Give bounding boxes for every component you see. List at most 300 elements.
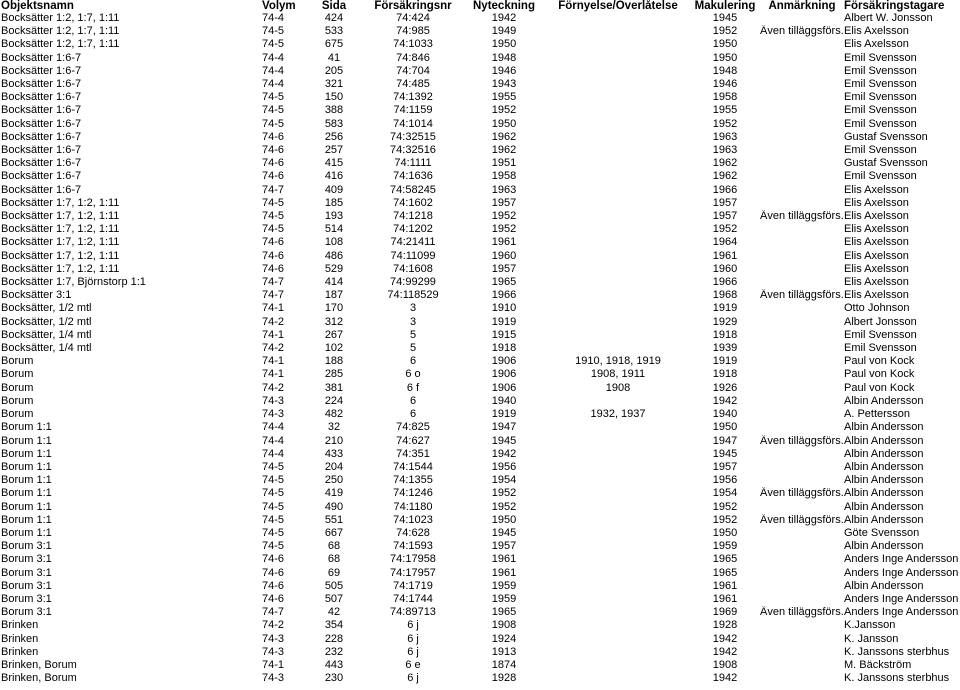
cell-objektsnamn: Brinken, Borum <box>1 672 77 685</box>
cell-sida: 482 <box>324 408 344 421</box>
cell-volym: 74-6 <box>262 579 285 592</box>
cell-fornyelse <box>546 250 690 263</box>
cell-makulering: 1942 <box>712 672 738 685</box>
cell-makulering: 1964 <box>712 236 738 249</box>
cell-nyteckning: 1957 <box>491 262 517 275</box>
cell-fornyelse <box>546 421 690 434</box>
cell-sida: 321 <box>324 78 344 91</box>
cell-nyteckning: 1951 <box>491 157 517 170</box>
table-row <box>0 131 960 144</box>
cell-forsakringsnr: 74:1544 <box>393 460 433 473</box>
cell-makulering: 1948 <box>712 64 738 77</box>
cell-makulering: 1952 <box>712 513 738 526</box>
cell-anmarkning <box>760 250 844 263</box>
cell-volym: 74-4 <box>262 78 285 91</box>
cell-sida: 507 <box>324 592 344 605</box>
cell-fornyelse <box>546 131 690 144</box>
cell-nyteckning: 1940 <box>491 394 517 407</box>
cell-fornyelse: 1910, 1918, 1919 <box>575 355 661 368</box>
cell-makulering: 1950 <box>712 526 738 539</box>
cell-fornyelse <box>546 633 690 646</box>
cell-volym: 74-2 <box>262 381 285 394</box>
cell-makulering: 1950 <box>712 421 738 434</box>
table-row <box>0 355 960 368</box>
cell-sida: 381 <box>324 381 344 394</box>
cell-sida: 185 <box>324 196 344 209</box>
cell-sida: 354 <box>324 619 344 632</box>
cell-forsakringstagare: Emil Svensson <box>844 64 917 77</box>
cell-anmarkning <box>760 276 844 289</box>
cell-anmarkning <box>760 527 844 540</box>
cell-nyteckning: 1945 <box>491 526 517 539</box>
cell-nyteckning: 1906 <box>491 381 517 394</box>
cell-fornyelse <box>546 184 690 197</box>
cell-fornyelse <box>546 263 690 276</box>
cell-forsakringsnr: 74:1593 <box>393 540 433 553</box>
cell-makulering: 1962 <box>712 170 738 183</box>
cell-forsakringsnr: 74:1218 <box>393 210 433 223</box>
cell-objektsnamn: Borum <box>1 381 34 394</box>
cell-nyteckning: 1959 <box>491 579 517 592</box>
cell-sida: 150 <box>324 91 344 104</box>
cell-volym: 74-5 <box>262 117 285 130</box>
cell-fornyelse <box>546 38 690 51</box>
cell-objektsnamn: Bocksätter 1:6-7 <box>1 170 82 183</box>
cell-objektsnamn: Borum <box>1 408 34 421</box>
cell-forsakringstagare: Albin Andersson <box>844 487 924 500</box>
cell-forsakringstagare: Albin Andersson <box>844 460 924 473</box>
cell-nyteckning: 1913 <box>491 645 517 658</box>
cell-makulering: 1966 <box>712 276 738 289</box>
table-row <box>0 104 960 117</box>
table-row <box>0 144 960 157</box>
cell-fornyelse <box>546 316 690 329</box>
cell-volym: 74-3 <box>262 632 285 645</box>
cell-anmarkning <box>760 368 844 381</box>
cell-nyteckning: 1924 <box>491 632 517 645</box>
cell-fornyelse <box>546 619 690 632</box>
cell-nyteckning: 1946 <box>491 64 517 77</box>
cell-anmarkning <box>760 65 844 78</box>
cell-forsakringstagare: K. Janssons sterbhus <box>844 645 950 658</box>
table-row <box>0 250 960 263</box>
table-row <box>0 619 960 632</box>
table-row <box>0 38 960 51</box>
cell-forsakringsnr: 74:351 <box>396 447 430 460</box>
cell-nyteckning: 1919 <box>491 408 517 421</box>
cell-volym: 74-5 <box>262 500 285 513</box>
cell-sida: 675 <box>324 38 344 51</box>
table-row <box>0 210 960 223</box>
col-header-objektsnamn: Objektsnamn <box>1 0 74 12</box>
cell-fornyelse <box>546 104 690 117</box>
cell-objektsnamn: Borum 1:1 <box>1 434 52 447</box>
cell-forsakringstagare: Göte Svensson <box>844 526 920 539</box>
table-row <box>0 91 960 104</box>
cell-forsakringstagare: Emil Svensson <box>844 104 917 117</box>
cell-forsakringsnr: 6 j <box>407 672 419 685</box>
cell-objektsnamn: Borum 1:1 <box>1 460 52 473</box>
cell-volym: 74-5 <box>262 25 285 38</box>
cell-sida: 250 <box>324 474 344 487</box>
table-row <box>0 435 960 448</box>
cell-nyteckning: 1950 <box>491 513 517 526</box>
cell-volym: 74-5 <box>262 196 285 209</box>
cell-objektsnamn: Bocksätter 1:7, 1:2, 1:11 <box>1 210 120 223</box>
cell-forsakringsnr: 74:424 <box>396 12 430 24</box>
table-row <box>0 527 960 540</box>
table-row <box>0 567 960 580</box>
cell-nyteckning: 1943 <box>491 78 517 91</box>
cell-forsakringstagare: Paul von Kock <box>844 355 915 368</box>
cell-volym: 74-6 <box>262 157 285 170</box>
cell-volym: 74-7 <box>262 183 285 196</box>
cell-anmarkning: Även tilläggsförs. <box>760 606 844 619</box>
table-header <box>0 0 960 12</box>
col-header-volym: Volym <box>262 0 296 12</box>
table-row <box>0 197 960 210</box>
cell-forsakringsnr: 74:17958 <box>390 553 436 566</box>
cell-forsakringsnr: 74:628 <box>396 526 430 539</box>
table-row <box>0 606 960 619</box>
cell-forsakringsnr: 74:1159 <box>393 104 433 117</box>
cell-sida: 228 <box>324 632 344 645</box>
cell-forsakringsnr: 74:825 <box>396 421 430 434</box>
cell-forsakringstagare: Emil Svensson <box>844 170 917 183</box>
table-row <box>0 184 960 197</box>
cell-objektsnamn: Borum <box>1 394 34 407</box>
cell-forsakringsnr: 74:32516 <box>390 144 436 157</box>
cell-fornyelse <box>546 289 690 302</box>
cell-volym: 74-3 <box>262 645 285 658</box>
cell-anmarkning <box>760 118 844 131</box>
cell-forsakringsnr: 74:1246 <box>393 487 433 500</box>
cell-objektsnamn: Borum 1:1 <box>1 447 52 460</box>
cell-makulering: 1961 <box>712 579 738 592</box>
table-row <box>0 170 960 183</box>
cell-fornyelse <box>546 474 690 487</box>
cell-sida: 210 <box>324 434 344 447</box>
cell-makulering: 1945 <box>712 447 738 460</box>
cell-volym: 74-1 <box>262 302 285 315</box>
cell-volym: 74-4 <box>262 51 285 64</box>
cell-volym: 74-5 <box>262 487 285 500</box>
cell-forsakringsnr: 3 <box>409 315 417 328</box>
cell-fornyelse <box>546 646 690 659</box>
cell-volym: 74-5 <box>262 38 285 51</box>
cell-fornyelse <box>546 52 690 65</box>
cell-forsakringstagare: Gustaf Svensson <box>844 130 928 143</box>
cell-volym: 74-6 <box>262 130 285 143</box>
cell-nyteckning: 1950 <box>491 117 517 130</box>
cell-sida: 443 <box>324 658 344 671</box>
table-row <box>0 342 960 355</box>
cell-forsakringsnr: 6 <box>409 394 417 407</box>
cell-fornyelse <box>546 593 690 606</box>
cell-forsakringsnr: 74:1014 <box>393 117 433 130</box>
cell-forsakringsnr: 5 <box>409 328 417 341</box>
cell-volym: 74-1 <box>262 355 285 368</box>
cell-forsakringsnr: 6 j <box>407 632 419 645</box>
table-row <box>0 646 960 659</box>
cell-makulering: 1969 <box>712 606 738 619</box>
table-row <box>0 633 960 646</box>
cell-forsakringsnr: 74:17957 <box>390 566 436 579</box>
table-row <box>0 302 960 315</box>
cell-objektsnamn: Bocksätter 1:7, Björnstorp 1:1 <box>1 276 146 289</box>
cell-nyteckning: 1961 <box>491 553 517 566</box>
cell-forsakringstagare: Emil Svensson <box>844 342 917 355</box>
cell-nyteckning: 1910 <box>491 302 517 315</box>
cell-makulering: 1952 <box>712 25 738 38</box>
cell-anmarkning <box>760 91 844 104</box>
cell-nyteckning: 1952 <box>491 223 517 236</box>
table-row <box>0 118 960 131</box>
cell-makulering: 1918 <box>712 368 738 381</box>
cell-anmarkning: Även tilläggsförs. <box>760 210 844 223</box>
table-row <box>0 12 960 25</box>
cell-anmarkning <box>760 329 844 342</box>
cell-sida: 69 <box>327 566 341 579</box>
cell-anmarkning <box>760 170 844 183</box>
cell-nyteckning: 1965 <box>491 276 517 289</box>
cell-volym: 74-7 <box>262 606 285 619</box>
cell-nyteckning: 1942 <box>491 12 517 24</box>
cell-volym: 74-4 <box>262 12 285 24</box>
cell-makulering: 1957 <box>712 196 738 209</box>
cell-forsakringstagare: Elis Axelsson <box>844 38 909 51</box>
cell-forsakringsnr: 74:1111 <box>394 157 432 170</box>
cell-objektsnamn: Bocksätter, 1/2 mtl <box>1 315 92 328</box>
cell-forsakringstagare: Anders Inge Andersson <box>844 606 959 619</box>
table-body <box>0 12 960 685</box>
cell-forsakringstagare: Elis Axelsson <box>844 249 909 262</box>
table-row <box>0 672 960 685</box>
cell-objektsnamn: Borum 1:1 <box>1 513 52 526</box>
cell-nyteckning: 1965 <box>491 606 517 619</box>
cell-makulering: 1952 <box>712 500 738 513</box>
cell-forsakringstagare: Otto Johnson <box>844 302 910 315</box>
cell-forsakringstagare: Paul von Kock <box>844 381 915 394</box>
table-row <box>0 461 960 474</box>
cell-forsakringsnr: 74:704 <box>396 64 430 77</box>
cell-anmarkning <box>760 633 844 646</box>
cell-fornyelse <box>546 210 690 223</box>
cell-objektsnamn: Brinken <box>1 619 39 632</box>
cell-sida: 267 <box>324 328 344 341</box>
cell-anmarkning <box>760 580 844 593</box>
cell-sida: 490 <box>324 500 344 513</box>
col-header-fornyelse: Förnyelse/Överlåtelse <box>558 0 678 12</box>
cell-objektsnamn: Brinken <box>1 632 39 645</box>
cell-anmarkning <box>760 355 844 368</box>
cell-objektsnamn: Bocksätter 1:7, 1:2, 1:11 <box>1 236 120 249</box>
cell-forsakringsnr: 74:1608 <box>393 262 433 275</box>
cell-forsakringstagare: Emil Svensson <box>844 144 917 157</box>
cell-volym: 74-5 <box>262 223 285 236</box>
table-row <box>0 408 960 421</box>
cell-forsakringstagare: Elis Axelsson <box>844 276 909 289</box>
cell-forsakringsnr: 74:118529 <box>387 289 439 302</box>
cell-anmarkning <box>760 316 844 329</box>
cell-makulering: 1965 <box>712 553 738 566</box>
table-row <box>0 593 960 606</box>
cell-forsakringstagare: Albin Andersson <box>844 447 924 460</box>
cell-fornyelse <box>546 236 690 249</box>
cell-fornyelse <box>546 514 690 527</box>
cell-nyteckning: 1952 <box>491 500 517 513</box>
cell-volym: 74-3 <box>262 408 285 421</box>
cell-nyteckning: 1966 <box>491 289 517 302</box>
cell-sida: 205 <box>324 64 344 77</box>
cell-sida: 414 <box>324 276 344 289</box>
cell-sida: 170 <box>324 302 344 315</box>
table-row <box>0 289 960 302</box>
cell-fornyelse <box>546 118 690 131</box>
cell-anmarkning <box>760 461 844 474</box>
cell-forsakringsnr: 6 j <box>407 619 419 632</box>
cell-fornyelse <box>546 553 690 566</box>
cell-anmarkning <box>760 236 844 249</box>
cell-objektsnamn: Bocksätter 1:6-7 <box>1 78 82 91</box>
cell-fornyelse <box>546 157 690 170</box>
cell-forsakringstagare: Emil Svensson <box>844 117 917 130</box>
cell-forsakringsnr: 74:11099 <box>390 249 436 262</box>
cell-volym: 74-2 <box>262 342 285 355</box>
cell-volym: 74-5 <box>262 210 285 223</box>
cell-objektsnamn: Borum 1:1 <box>1 474 52 487</box>
cell-volym: 74-4 <box>262 421 285 434</box>
cell-fornyelse <box>546 540 690 553</box>
cell-volym: 74-5 <box>262 474 285 487</box>
cell-sida: 533 <box>324 25 344 38</box>
cell-anmarkning <box>760 157 844 170</box>
cell-volym: 74-6 <box>262 236 285 249</box>
cell-objektsnamn: Borum 1:1 <box>1 526 52 539</box>
cell-nyteckning: 1957 <box>491 540 517 553</box>
cell-sida: 312 <box>324 315 344 328</box>
table-row <box>0 223 960 236</box>
cell-objektsnamn: Bocksätter 1:2, 1:7, 1:11 <box>1 25 120 38</box>
cell-objektsnamn: Bocksätter, 1/4 mtl <box>1 328 92 341</box>
cell-objektsnamn: Bocksätter 1:6-7 <box>1 117 82 130</box>
cell-nyteckning: 1915 <box>491 328 517 341</box>
cell-fornyelse <box>546 170 690 183</box>
cell-objektsnamn: Bocksätter, 1/2 mtl <box>1 302 92 315</box>
cell-forsakringsnr: 6 e <box>405 658 421 671</box>
table-row <box>0 487 960 500</box>
cell-fornyelse <box>546 12 690 25</box>
cell-forsakringsnr: 74:58245 <box>390 183 436 196</box>
cell-sida: 188 <box>324 355 344 368</box>
table-row <box>0 553 960 566</box>
cell-objektsnamn: Borum 1:1 <box>1 421 52 434</box>
cell-sida: 232 <box>324 645 344 658</box>
cell-fornyelse <box>546 25 690 38</box>
table-row <box>0 25 960 38</box>
cell-objektsnamn: Bocksätter 1:7, 1:2, 1:11 <box>1 262 120 275</box>
cell-objektsnamn: Bocksätter 1:6-7 <box>1 144 82 157</box>
cell-forsakringsnr: 74:846 <box>396 51 430 64</box>
table-row <box>0 276 960 289</box>
col-header-forsakringstagare: Försäkringstagare <box>844 0 945 12</box>
cell-forsakringstagare: Paul von Kock <box>844 368 915 381</box>
cell-fornyelse <box>546 91 690 104</box>
table-row <box>0 263 960 276</box>
cell-sida: 32 <box>327 421 341 434</box>
table-row <box>0 52 960 65</box>
cell-forsakringsnr: 74:485 <box>396 78 430 91</box>
cell-makulering: 1942 <box>712 394 738 407</box>
cell-objektsnamn: Bocksätter 1:6-7 <box>1 64 82 77</box>
cell-sida: 433 <box>324 447 344 460</box>
cell-volym: 74-6 <box>262 144 285 157</box>
cell-fornyelse <box>546 501 690 514</box>
cell-sida: 102 <box>324 342 344 355</box>
cell-makulering: 1959 <box>712 540 738 553</box>
cell-objektsnamn: Bocksätter 1:2, 1:7, 1:11 <box>1 38 120 51</box>
cell-forsakringstagare: Emil Svensson <box>844 328 917 341</box>
cell-nyteckning: 1908 <box>491 619 517 632</box>
cell-forsakringstagare: Elis Axelsson <box>844 262 909 275</box>
cell-anmarkning <box>760 144 844 157</box>
cell-volym: 74-2 <box>262 315 285 328</box>
cell-nyteckning: 1949 <box>491 25 517 38</box>
cell-makulering: 1963 <box>712 144 738 157</box>
cell-sida: 224 <box>324 394 344 407</box>
cell-makulering: 1950 <box>712 38 738 51</box>
cell-volym: 74-7 <box>262 289 285 302</box>
col-header-anmarkning: Anmärkning <box>768 0 836 12</box>
cell-anmarkning <box>760 12 844 25</box>
cell-anmarkning <box>760 540 844 553</box>
cell-makulering: 1919 <box>712 355 738 368</box>
cell-volym: 74-5 <box>262 526 285 539</box>
cell-forsakringsnr: 74:1744 <box>393 592 433 605</box>
cell-anmarkning <box>760 395 844 408</box>
cell-forsakringsnr: 74:1355 <box>393 474 433 487</box>
cell-volym: 74-4 <box>262 447 285 460</box>
cell-makulering: 1956 <box>712 474 738 487</box>
cell-forsakringsnr: 6 f <box>406 381 420 394</box>
cell-objektsnamn: Borum <box>1 355 34 368</box>
cell-makulering: 1918 <box>712 328 738 341</box>
table-row <box>0 448 960 461</box>
cell-makulering: 1963 <box>712 130 738 143</box>
cell-volym: 74-5 <box>262 91 285 104</box>
cell-volym: 74-5 <box>262 540 285 553</box>
cell-forsakringsnr: 6 <box>409 355 417 368</box>
cell-makulering: 1965 <box>712 566 738 579</box>
cell-nyteckning: 1960 <box>491 249 517 262</box>
cell-anmarkning <box>760 342 844 355</box>
cell-forsakringstagare: Albin Andersson <box>844 513 924 526</box>
cell-makulering: 1926 <box>712 381 738 394</box>
cell-makulering: 1962 <box>712 157 738 170</box>
cell-fornyelse <box>546 78 690 91</box>
cell-fornyelse: 1908, 1911 <box>590 368 646 381</box>
cell-volym: 74-5 <box>262 104 285 117</box>
cell-fornyelse <box>546 606 690 619</box>
cell-forsakringsnr: 74:627 <box>396 434 430 447</box>
cell-nyteckning: 1955 <box>491 91 517 104</box>
table-row <box>0 78 960 91</box>
cell-sida: 68 <box>327 553 341 566</box>
cell-sida: 424 <box>324 12 344 24</box>
cell-volym: 74-7 <box>262 276 285 289</box>
col-header-makulering: Makulering <box>694 0 756 12</box>
cell-fornyelse <box>546 487 690 500</box>
